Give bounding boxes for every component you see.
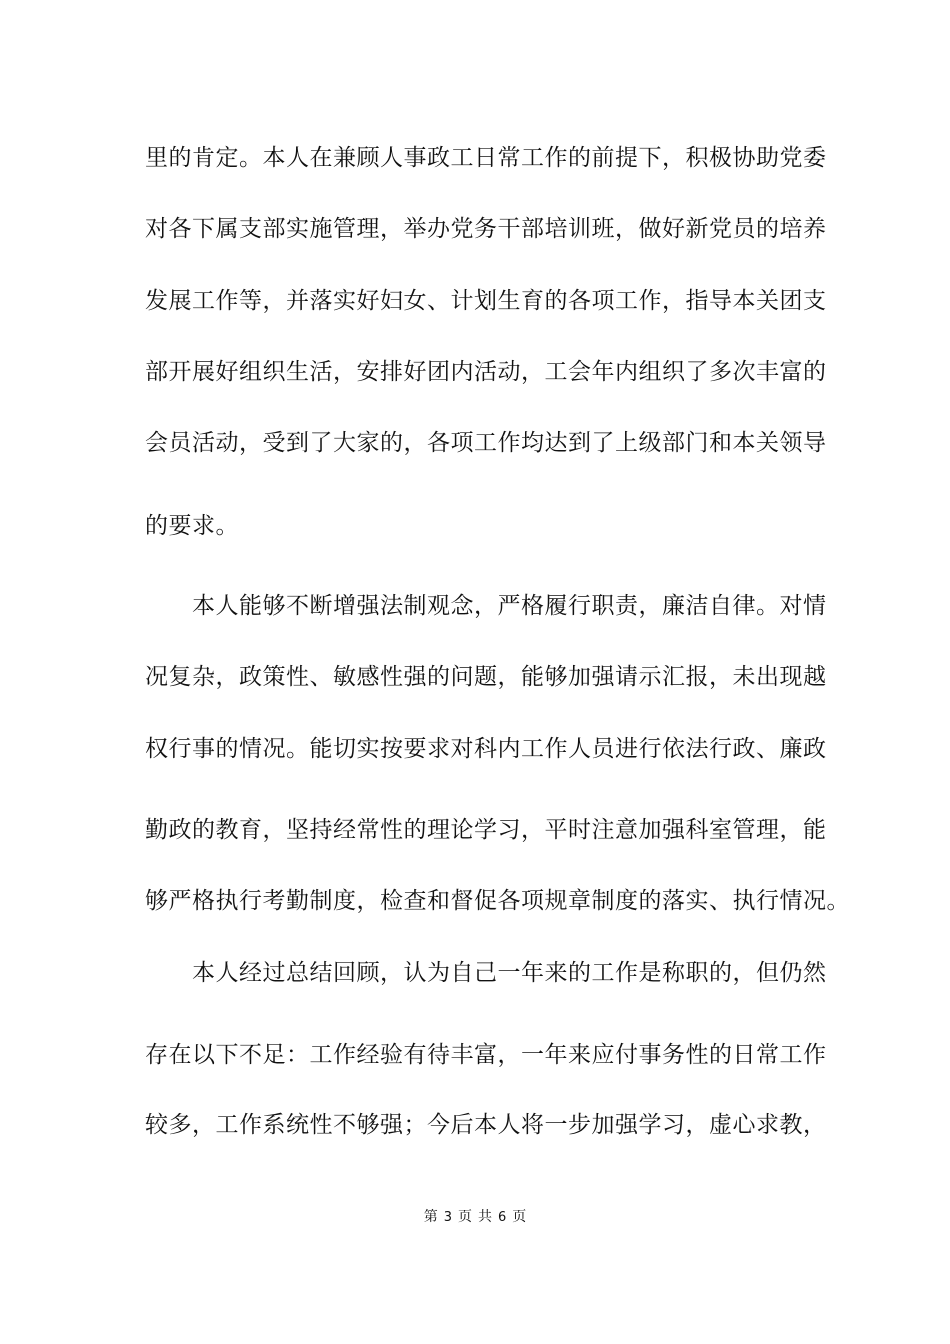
text-line: 够严格执行考勤制度，检查和督促各项规章制度的落实、执行情况。 (145, 888, 850, 914)
footer-total-unit: 页 (512, 1209, 527, 1225)
footer-page-unit: 页 (458, 1209, 472, 1225)
text-line: 会员活动，受到了大家的，各项工作均达到了上级部门和本关领导 (145, 430, 827, 456)
text-line: 发展工作等，并落实好妇女、计划生育的各项工作，指导本关团支 (145, 288, 827, 314)
text-line: 对各下属支部实施管理，举办党务干部培训班，做好新党员的培养 (145, 216, 827, 242)
text-line: 的要求。 (145, 513, 239, 539)
text-line: 存在以下不足：工作经验有待丰富，一年来应付事务性的日常工作 (145, 1042, 827, 1068)
footer-prefix: 第 (423, 1209, 438, 1225)
text-line: 况复杂，政策性、敏感性强的问题，能够加强请示汇报，未出现越 (145, 664, 827, 690)
footer-total-label: 共 (478, 1209, 492, 1225)
text-line: 勤政的教育，坚持经常性的理论学习，平时注意加强科室管理，能 (145, 817, 827, 843)
text-line: 较多，工作系统性不够强；今后本人将一步加强学习，虚心求教， (145, 1112, 827, 1138)
text-line: 里的肯定。本人在兼顾人事政工日常工作的前提下，积极协助党委 (145, 145, 827, 171)
text-line: 权行事的情况。能切实按要求对科内工作人员进行依法行政、廉政 (145, 736, 827, 762)
text-line: 本人经过总结回顾，认为自己一年来的工作是称职的，但仍然 (145, 960, 827, 986)
text-line: 本人能够不断增强法制观念，严格履行职责，廉洁自律。对情 (145, 593, 827, 619)
total-page-count: 6 (498, 1210, 507, 1225)
current-page-number: 3 (443, 1210, 452, 1225)
page-footer (0, 1208, 950, 1227)
text-line: 部开展好组织生活，安排好团内活动，工会年内组织了多次丰富的 (145, 359, 827, 385)
